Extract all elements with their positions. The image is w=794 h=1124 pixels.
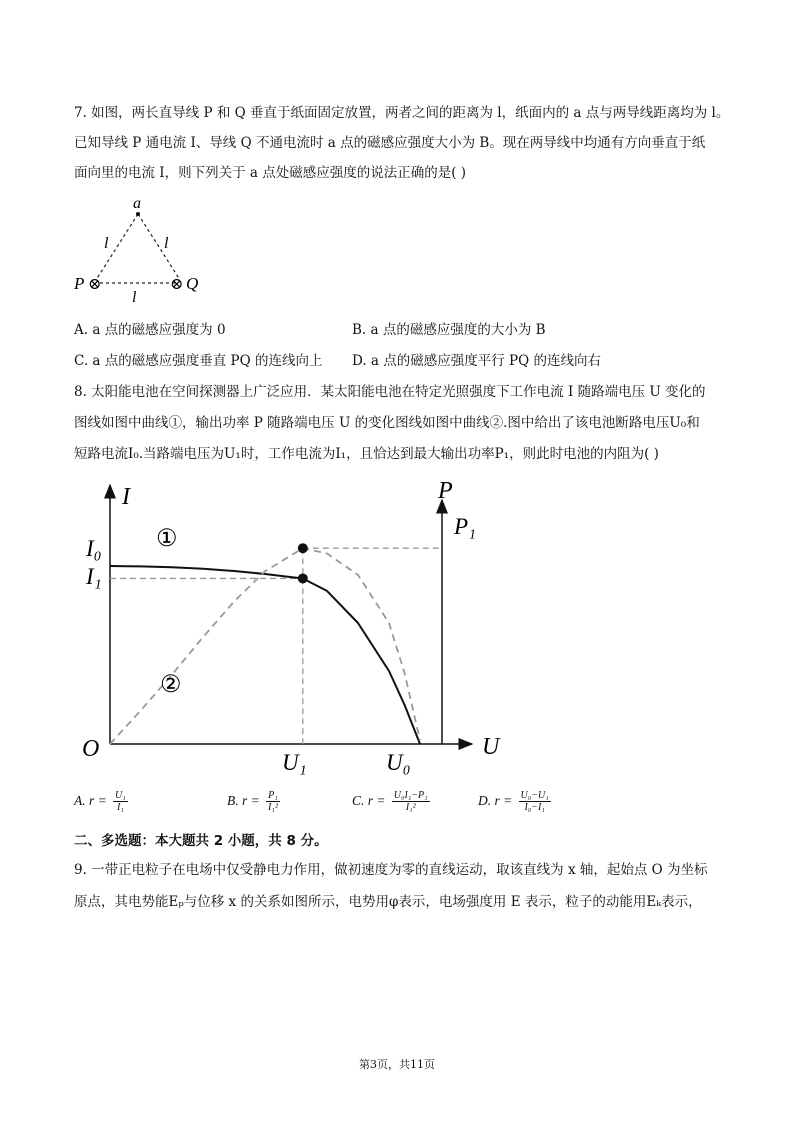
q8-option-b [227, 790, 280, 813]
q8-line-2: 图线如图中曲线①，输出功率 P 随路端电压 U 的变化图线如图中曲线②.图中给出了该电池断路电压U₀和 [74, 415, 700, 431]
q7-option-c: C. a 点的磁感应强度垂直 PQ 的连线向上 [74, 353, 323, 369]
label-bottom-l: l [132, 289, 137, 304]
curve-1-label: ① [156, 526, 178, 552]
series-1-line [110, 566, 420, 744]
wire-q-icon: ⊗ [170, 276, 184, 293]
q8-option-c-den: I₁² [405, 802, 416, 813]
marker-point-1 [298, 543, 308, 553]
label-q: Q [186, 274, 199, 293]
q7-option-d: D. a 点的磁感应强度平行 PQ 的连线向右 [352, 353, 601, 369]
q8-option-b-den: I₁² [268, 802, 278, 813]
x-tick-u1: U₁ [282, 750, 307, 775]
q7-line-1: 7. 如图，两长直导线 P 和 Q 垂直于纸面固定放置，两者之间的距离为 l，纸面内的 a 点与两导线距离均为 l。 [74, 105, 730, 121]
q9-line-1: 9. 一带正电粒子在电场中仅受静电力作用，做初速度为零的直线运动，取该直线为 x 轴，起始点 O 为坐标 [74, 862, 708, 878]
q8-option-c-prefix: C. r = [352, 793, 386, 808]
q7-option-a: A. a 点的磁感应强度为 0 [74, 322, 226, 338]
page-footer: 第3页，共11页 [359, 1058, 435, 1071]
y-tick-i1: I₁ [86, 564, 102, 589]
q7-option-b: B. a 点的磁感应强度的大小为 B [352, 322, 546, 338]
side-pa [96, 214, 138, 280]
q8-option-b-num: P₁ [268, 790, 278, 801]
y-tick-p1: P₁ [454, 514, 477, 539]
wire-p-icon: ⊗ [88, 276, 102, 293]
label-p: P [74, 274, 85, 293]
q8-option-c-num: U₀I₁−P₁ [393, 790, 428, 801]
q8-option-d-prefix: D. r = [478, 793, 513, 808]
q8-option-b-fraction [266, 790, 280, 813]
section-heading: 二、多选题：本大题共 2 小题，共 8 分。 [74, 833, 328, 849]
point-a-dot [136, 212, 140, 216]
label-a: a [133, 195, 141, 212]
q8-option-a [74, 790, 128, 813]
q8-line-1: 8. 太阳能电池在空间探测器上广泛应用．某太阳能电池在特定光照强度下工作电流 I 随路端电压 U 变化的 [74, 384, 706, 400]
q8-option-d [478, 790, 551, 813]
q8-option-a-num: U₁ [115, 790, 126, 801]
side-qa [138, 214, 180, 280]
marker-point-2 [298, 573, 308, 583]
q7-line-2: 已知导线 P 通电流 I、导线 Q 不通电流时 a 点的磁感应强度大小为 B。现在两导线中均通有方向垂直于纸 [74, 135, 706, 151]
label-right-l: l [164, 235, 169, 252]
q8-line-3: 短路电流I₀.当路端电压为U₁时，工作电流为I₁，且恰达到最大输出功率P₁，则此时电池的内阻为( ) [74, 446, 659, 462]
x-axis-title: U [482, 734, 500, 760]
y-axis-right-title: P [438, 478, 453, 504]
q8-option-a-prefix: A. r = [74, 793, 107, 808]
q7-triangle-diagram [70, 192, 210, 304]
q8-option-d-fraction [519, 790, 551, 813]
x-tick-origin: O [82, 736, 100, 762]
q7-line-3: 面向里的电流 I，则下列关于 a 点处磁感应强度的说法正确的是( ) [74, 165, 467, 181]
q8-option-d-den: I₀−I₁ [524, 802, 545, 813]
iu-pu-chart [70, 470, 510, 780]
curve-2-label: ② [160, 672, 182, 698]
q8-option-c [352, 790, 430, 813]
q8-option-a-den: I₁ [116, 802, 124, 813]
q9-line-2: 原点，其电势能Eₚ与位移 x 的关系如图所示，电势用φ表示，电场强度用 E 表示，粒子的动能用Eₖ表示， [74, 894, 702, 910]
y-axis-left-title: I [122, 484, 130, 510]
q8-option-c-fraction [392, 790, 430, 813]
q8-option-b-prefix: B. r = [227, 793, 260, 808]
q8-option-d-num: U₀−U₁ [520, 790, 549, 801]
x-tick-u0: U₀ [386, 750, 411, 775]
q8-option-a-fraction [113, 790, 128, 813]
label-left-l: l [104, 235, 109, 252]
y-tick-i0: I₀ [86, 536, 102, 561]
